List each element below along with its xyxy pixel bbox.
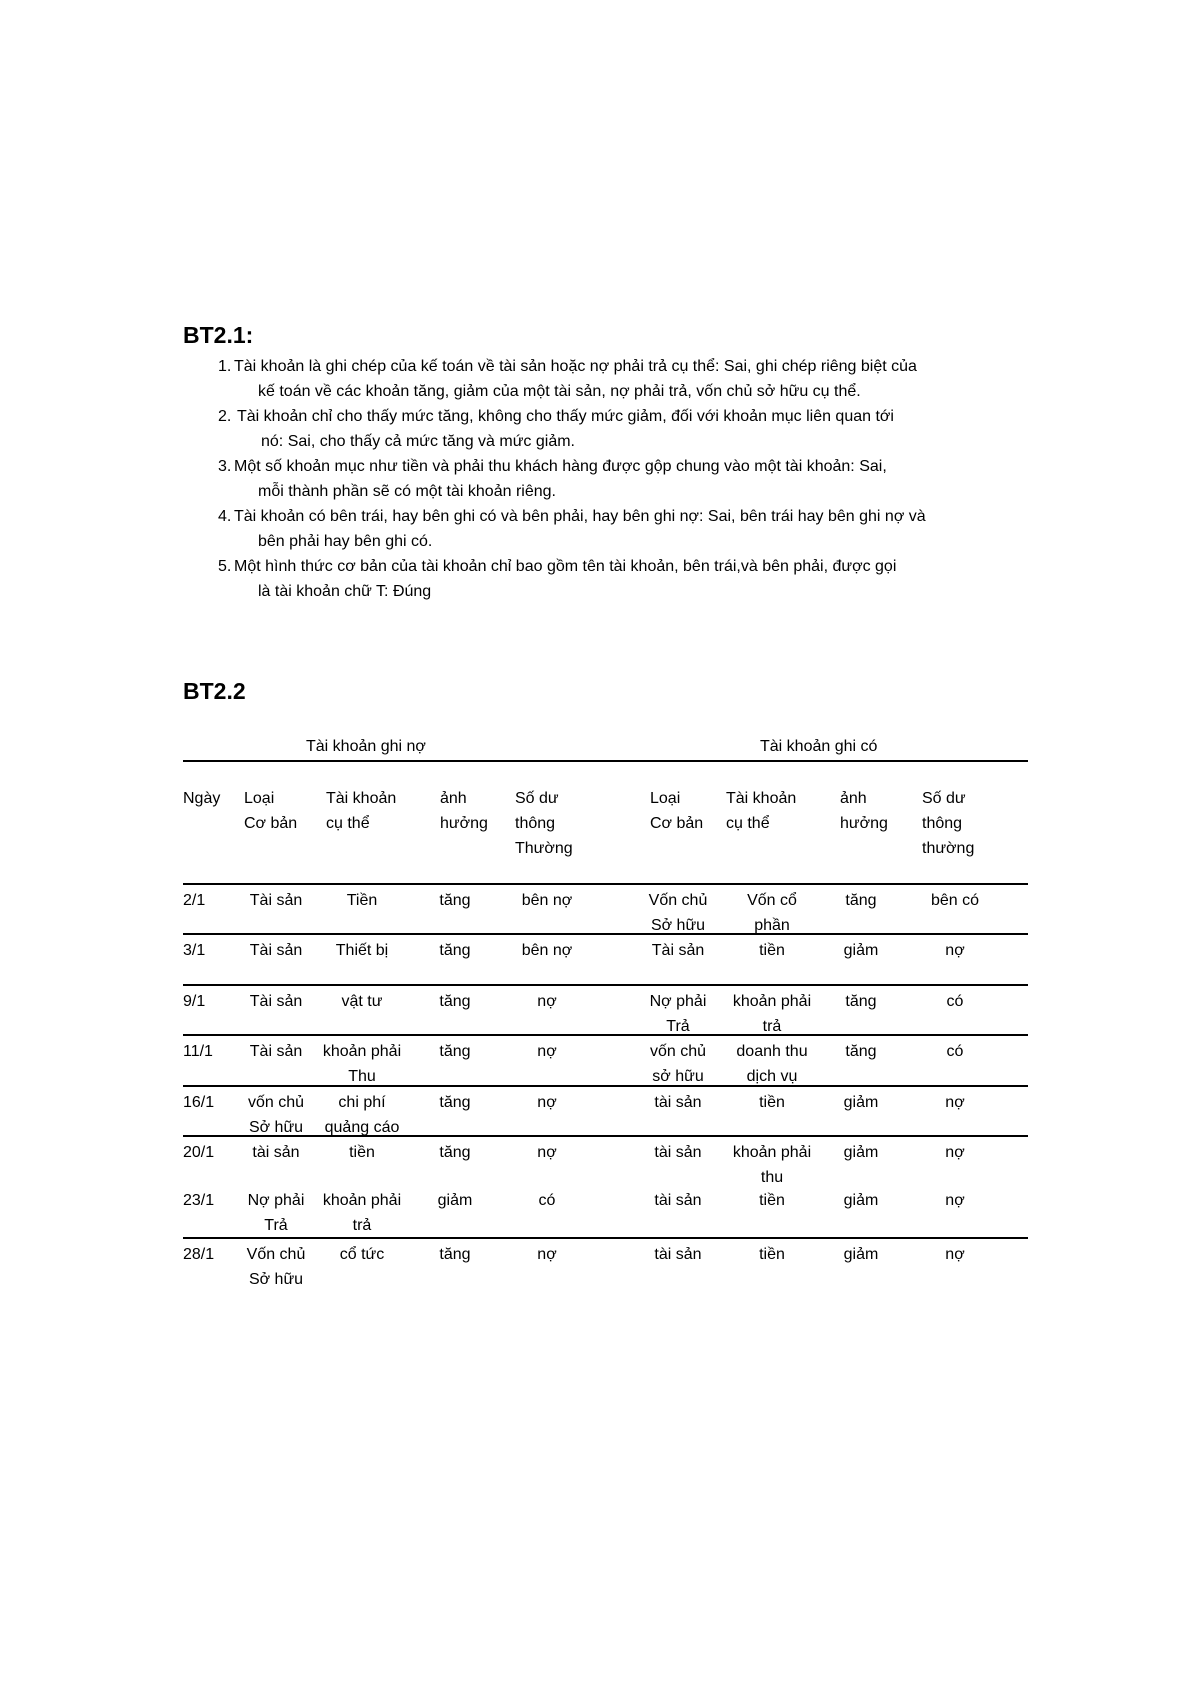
bt21-answer-list [218,354,1028,604]
date-cell: 20/1 [183,1144,215,1161]
table-cell: tiền [759,1246,785,1263]
table-cell: tăng [439,1043,471,1060]
list-item [218,404,1028,454]
table-cell: tăng [845,892,877,909]
table-cell: tăng [845,1043,877,1060]
debit-group-heading: Tài khoản ghi nợ [306,738,426,755]
item-text-line: mỗi thành phần sẽ có một tài khoản riêng. [258,483,556,500]
section-title-bt22: BT2.2 [183,678,246,704]
date-cell: 9/1 [183,993,206,1010]
item-text-line: Tài khoản chỉ cho thấy mức tăng, không cho thấy mức giảm, đối với khoản mục liên quan tới [237,408,894,425]
table-cell: Tài sản [249,993,303,1010]
table-cell: khoản phải [322,1192,402,1209]
table-cell: giảm [843,942,879,959]
table-cell: cổ tức [339,1246,385,1263]
table-cell: nợ [537,1094,557,1111]
item-text-line: Một hình thức cơ bản của tài khoản chỉ bao gồm tên tài khoản, bên trái,và bên phải, được gọi [234,558,897,575]
table-cell: Vốn chủ [648,892,708,909]
item-text-line: là tài khoản chữ T: Đúng [258,583,432,600]
column-header: hưởng [440,815,488,832]
table-cell: Tài sản [651,942,705,959]
date-cell: 16/1 [183,1094,215,1111]
column-header: Số dư [515,790,559,807]
table-cell: giảm [437,1192,473,1209]
table-cell: nợ [945,1192,965,1209]
item-number: 5. [218,558,232,575]
table-cell: quảng cáo [324,1119,400,1136]
table-cell: thu [760,1169,784,1186]
table-top-rule [183,760,1028,762]
list-item [218,504,1028,554]
table-cell: Tài sản [249,1043,303,1060]
item-text-line: Tài khoản có bên trái, hay bên ghi có và bên phải, hay bên ghi nợ: Sai, bên trái hay bên ghi nợ và [234,508,926,525]
table-cell: phần [754,917,790,934]
date-cell: 3/1 [183,942,206,959]
table-cell: tăng [845,993,877,1010]
credit-group-heading: Tài khoản ghi có [760,738,878,755]
column-header: cụ thể [726,815,770,832]
table-cell: vốn chủ [649,1043,707,1060]
table-cell: chi phí [338,1094,386,1111]
column-header: ảnh [840,790,867,807]
table-row-rule [183,984,1028,986]
column-header: ảnh [440,790,467,807]
table-cell: nợ [945,1246,965,1263]
table-cell: có [538,1192,556,1209]
table-cell: trả [352,1217,372,1234]
column-header: Cơ bản [650,815,704,832]
table-cell: giảm [843,1144,879,1161]
table-cell: nợ [945,1144,965,1161]
list-item [218,554,1028,604]
table-row-rule [183,1085,1028,1087]
table-cell: doanh thu [736,1043,808,1060]
table-cell: Vốn cổ [747,892,797,909]
table-cell: nợ [945,1094,965,1111]
table-cell: giảm [843,1246,879,1263]
table-cell: khoản phải [732,993,812,1010]
table-row-rule [183,883,1028,885]
table-cell: khoản phải [322,1043,402,1060]
table-cell: Sở hữu [650,917,706,934]
table-cell: bên có [930,892,980,909]
item-text-line: kế toán về các khoản tăng, giảm của một tài sản, nợ phải trả, vốn chủ sở hữu cụ thể. [258,383,861,400]
table-cell: tài sản [252,1144,300,1161]
table-cell: Tài sản [249,892,303,909]
column-header: thông [922,815,963,832]
table-cell: nợ [537,1144,557,1161]
table-cell: khoản phải [732,1144,812,1161]
column-header: thông [515,815,556,832]
list-item [218,454,1028,504]
item-number: 3. [218,458,232,475]
table-cell: tăng [439,1246,471,1263]
date-cell: 23/1 [183,1192,215,1209]
column-header: Cơ bản [244,815,298,832]
table-cell: giảm [843,1094,879,1111]
table-cell: Tài sản [249,942,303,959]
table-cell: tài sản [654,1094,702,1111]
table-cell: Tiền [346,892,378,909]
table-cell: Nợ phải [649,993,707,1010]
column-header: Tài khoản [726,790,797,807]
table-cell: có [946,1043,964,1060]
item-text-line: nó: Sai, cho thấy cả mức tăng và mức giảm. [261,433,575,450]
item-text-line: bên phải hay bên ghi có. [258,533,433,550]
table-cell: Thu [348,1068,376,1085]
table-cell: tiền [759,1094,785,1111]
table-cell: nợ [537,1043,557,1060]
table-cell: tiền [759,1192,785,1209]
table-cell: vật tư [341,993,383,1010]
table-cell: Trả [264,1217,288,1234]
column-header: Số dư [922,790,966,807]
table-cell: Nợ phải [247,1192,305,1209]
table-cell: tăng [439,993,471,1010]
item-number: 2. [218,408,232,425]
column-header: Ngày [183,790,221,807]
date-cell: 2/1 [183,892,206,909]
date-cell: 11/1 [183,1043,213,1060]
table-cell: tăng [439,942,471,959]
column-header: Tài khoản [326,790,397,807]
table-cell: có [946,993,964,1010]
item-text-line: Tài khoản là ghi chép của kế toán về tài sản hoặc nợ phải trả cụ thể: Sai, ghi chép riêng biệt của [234,358,917,375]
table-cell: tiền [759,942,785,959]
item-number: 1. [218,358,232,375]
table-cell: Vốn chủ [246,1246,306,1263]
column-header: hưởng [840,815,888,832]
column-header: thường [922,840,975,857]
table-cell: tài sản [654,1246,702,1263]
column-header: Loại [650,790,681,807]
section-title-bt21: BT2.1: [183,322,254,348]
table-cell: Thiết bị [335,942,389,959]
table-cell: giảm [843,1192,879,1209]
table-cell: Trả [666,1018,690,1035]
table-cell: bên nợ [521,942,573,959]
table-row-rule [183,1034,1028,1036]
table-cell: Sở hữu [248,1119,304,1136]
table-cell: tăng [439,1144,471,1161]
table-cell: Sở hữu [248,1271,304,1288]
item-number: 4. [218,508,232,525]
item-text-line: Một số khoản mục như tiền và phải thu khách hàng được gộp chung vào một tài khoản: Sai, [234,458,887,475]
date-cell: 28/1 [183,1246,215,1263]
table-cell: vốn chủ [247,1094,305,1111]
column-header: Thường [515,840,573,857]
table-cell: nợ [537,993,557,1010]
table-cell: bên nợ [521,892,573,909]
table-cell: tài sản [654,1192,702,1209]
table-cell: tài sản [654,1144,702,1161]
table-cell: tăng [439,892,471,909]
column-header: cụ thể [326,815,370,832]
list-item [218,354,1028,404]
table-cell: nợ [537,1246,557,1263]
table-cell: tiền [349,1144,375,1161]
column-header: Loại [244,790,275,807]
table-cell: dịch vụ [746,1068,798,1085]
table-cell: trả [762,1018,782,1035]
table-cell: tăng [439,1094,471,1111]
table-row-rule [183,933,1028,935]
table-cell: nợ [945,942,965,959]
table-cell: sở hữu [652,1068,704,1085]
